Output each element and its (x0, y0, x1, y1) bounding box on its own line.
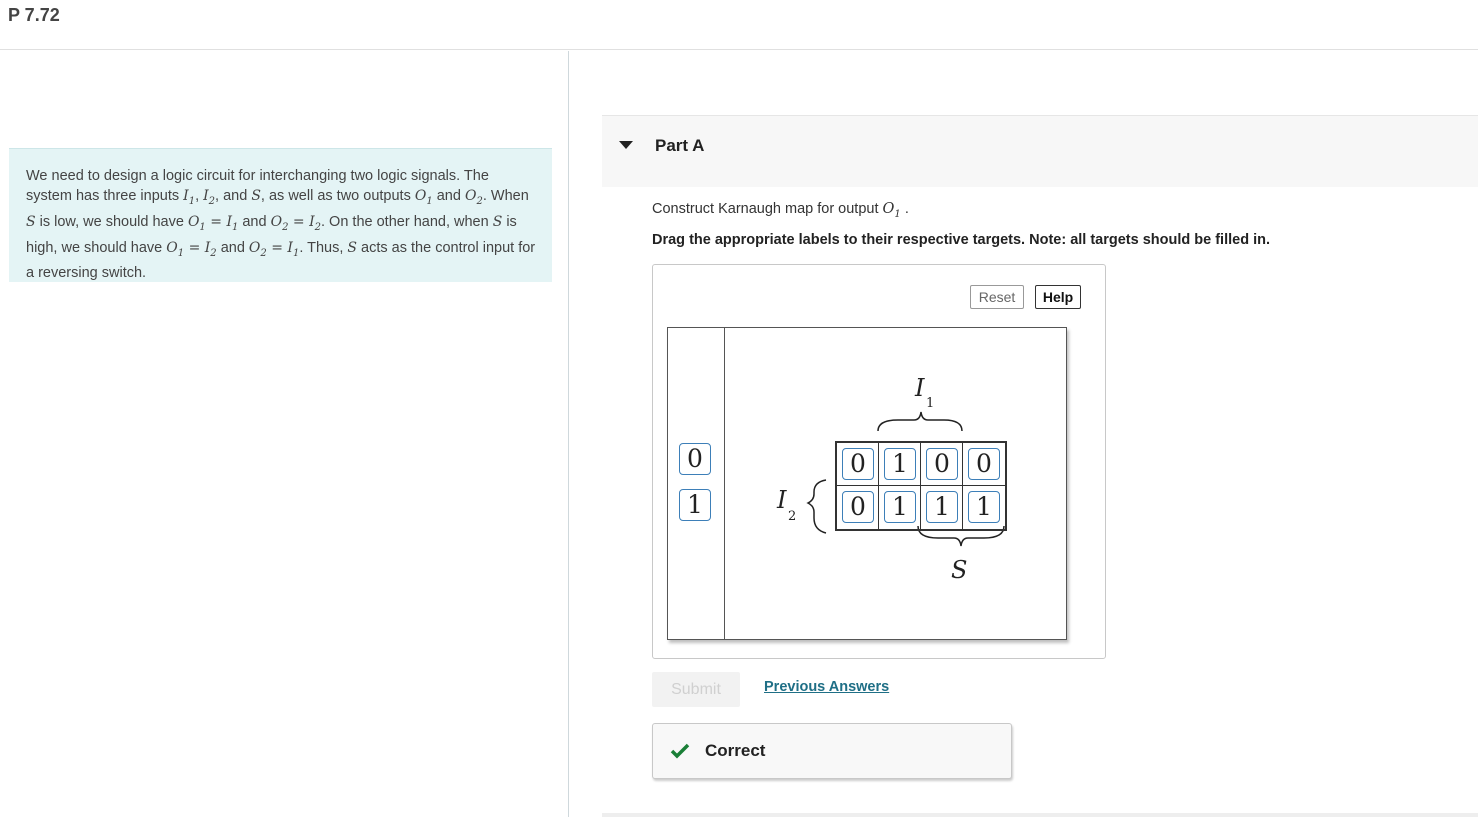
checkmark-icon (670, 742, 690, 760)
problem-text: and (238, 213, 271, 230)
eq-o1-i1: $O_1 = I_1$ (187, 213, 239, 233)
var-s: S (492, 213, 503, 230)
eq-o2-i2: $O_2 = I_2$ (270, 213, 321, 233)
kmap-cell[interactable] (837, 486, 879, 529)
part-title: Part A (655, 136, 705, 155)
problem-text: , and (215, 188, 252, 204)
var-s: S (251, 188, 261, 204)
page-header (0, 0, 1478, 50)
problem-text: . When (482, 188, 529, 204)
problem-text: is high, we should have (26, 213, 517, 256)
placed-label[interactable]: 1 (926, 491, 958, 523)
eq-o2-i1: $O_2 = I_1$ (248, 239, 300, 259)
problem-text: We need to design a logic circuit for interchanging two logic signals. The system has three inputs (26, 168, 489, 204)
kmap-cell[interactable] (837, 443, 879, 486)
var-o2: $O_2$ (464, 188, 483, 207)
draggable-label-1[interactable]: 1 (679, 489, 711, 521)
placed-label[interactable]: 1 (884, 491, 916, 523)
problem-text: and (216, 239, 249, 256)
problem-text: acts as the control input for a reversing switch. (26, 239, 536, 282)
placed-label[interactable]: 0 (968, 448, 1000, 480)
var-s: S (26, 213, 36, 230)
help-button[interactable]: Help (1035, 285, 1081, 309)
kmap-cell[interactable] (921, 443, 963, 486)
problem-text: , as well as two outputs (260, 188, 415, 204)
column-divider (568, 51, 569, 817)
drag-drop-panel (652, 264, 1106, 659)
kmap-work-area (667, 327, 1067, 640)
bottom-label: S (951, 556, 968, 584)
feedback-box (652, 723, 1012, 779)
question-text: Construct Karnaugh map for output $O_1$ . (652, 201, 909, 220)
kmap-cell[interactable] (963, 486, 1005, 529)
var-o1: $O_1$ (414, 188, 433, 207)
part-a-header[interactable] (602, 115, 1478, 187)
placed-label[interactable]: 0 (926, 448, 958, 480)
reset-button[interactable]: Reset (970, 285, 1024, 309)
placed-label[interactable]: 1 (968, 491, 1000, 523)
kmap-grid (835, 441, 1007, 531)
page-title: P 7.72 (8, 5, 60, 25)
draggable-label-0[interactable]: 0 (679, 443, 711, 475)
left-brace (808, 480, 826, 533)
left-label: I (777, 486, 787, 514)
var-s: S (347, 239, 358, 256)
placed-label[interactable]: 0 (842, 491, 874, 523)
problem-text: is low, we should have (35, 213, 188, 230)
eq-o1-i2: $O_1 = I_2$ (166, 239, 217, 259)
kmap-cell[interactable] (921, 486, 963, 529)
caret-down-icon[interactable] (619, 141, 633, 149)
kmap-cell[interactable] (963, 443, 1005, 486)
instruction-text: Drag the appropriate labels to their respective targets. Note: all targets should be filled in. (652, 232, 1270, 248)
problem-text: and (432, 188, 465, 204)
var-o1: $O_1$ (882, 201, 901, 220)
top-label-sub: 1 (926, 396, 935, 411)
var-i1: $I_1$ (183, 188, 196, 207)
placed-label[interactable]: 0 (842, 448, 874, 480)
kmap-cell[interactable] (879, 443, 921, 486)
problem-text: . Thus, (299, 239, 348, 256)
left-label-sub: 2 (788, 509, 797, 524)
top-brace (878, 412, 962, 431)
section-footer-line (602, 813, 1478, 817)
kmap-cell[interactable] (879, 486, 921, 529)
var-i2: $I_2$ (203, 188, 216, 207)
previous-answers-link[interactable]: Previous Answers (764, 679, 890, 695)
problem-statement (9, 148, 552, 282)
top-label: I (915, 374, 925, 402)
placed-label[interactable]: 1 (884, 448, 916, 480)
feedback-label: Correct (705, 741, 766, 760)
problem-text: , (195, 188, 204, 204)
submit-button[interactable]: Submit (652, 672, 740, 707)
problem-text: . On the other hand, when (321, 213, 493, 230)
